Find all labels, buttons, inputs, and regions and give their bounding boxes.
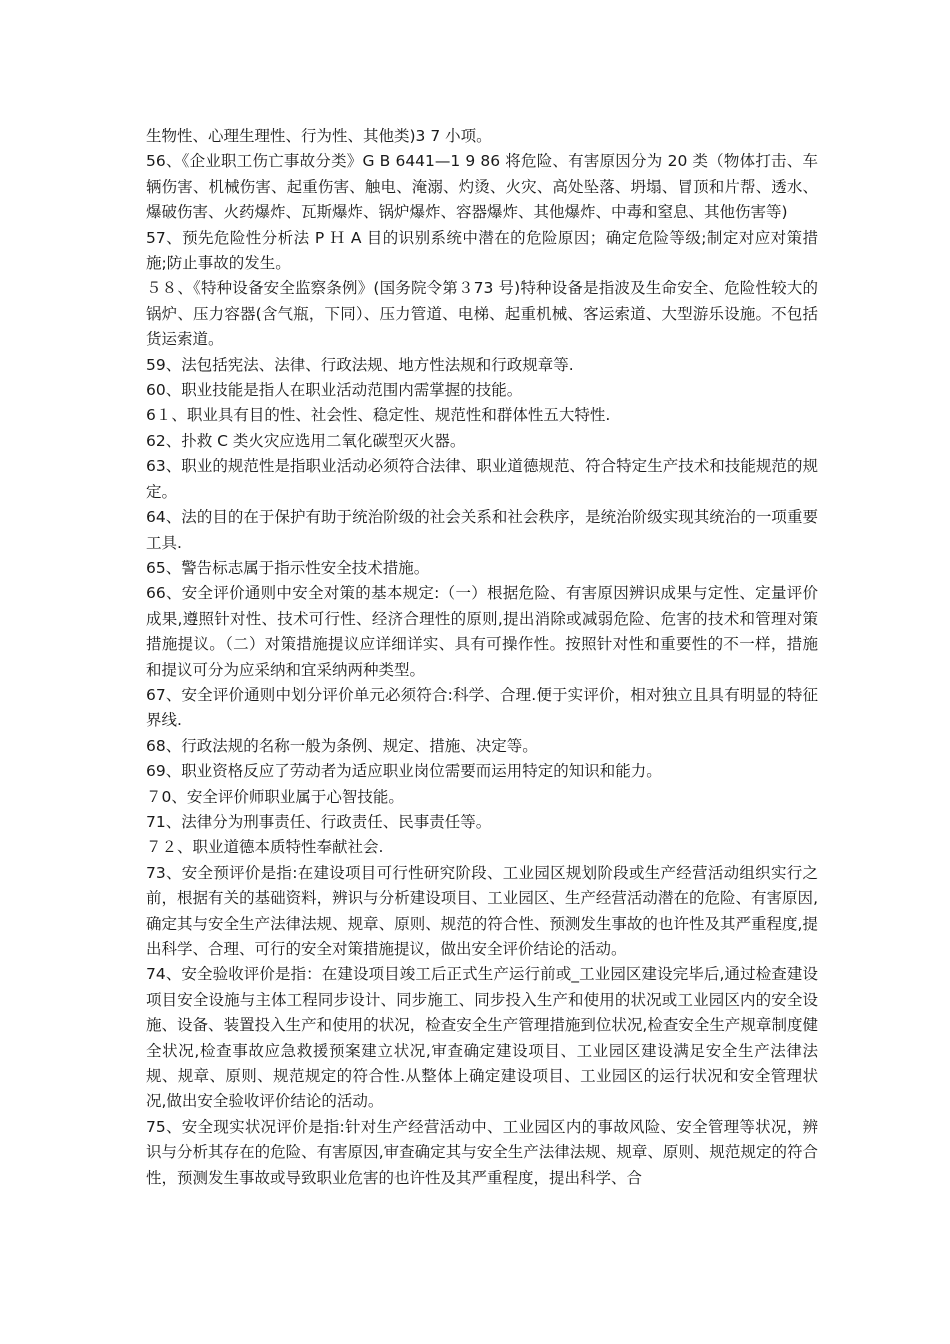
paragraph-62: 62、扑救 C 类火灾应选用二氧化碳型灭火器。 (146, 431, 466, 450)
paragraph-75: 75、安全现实状况评价是指:针对生产经营活动中、工业园区内的事故风险、安全管理等状况，辨识与分析其存在的危险、有害原因,审查确定其与安全生产法律法规、规章、原则、规范规定的符合性，预测发生事故或导致职业危害的也许性及其严重程度，提出科学、合 (146, 1117, 818, 1187)
paragraph-67: 67、安全评价通则中划分评价单元必须符合:科学、合理.便于实评价，相对独立且具有明显的特征界线. (146, 685, 818, 730)
paragraph-continuation: 生物性、心理生理性、行为性、其他类)3 7 小项。 (146, 127, 492, 145)
paragraph-72: ７２、职业道德本质特性奉献社会. (146, 838, 384, 857)
paragraph-64: 64、法的目的在于保护有助于统治阶级的社会关系和社会秩序，是统治阶级实现其统治的一项重要工具. (146, 508, 818, 552)
paragraph-68: 68、行政法规的名称一般为条例、规定、措施、决定等。 (146, 736, 538, 755)
paragraph-70: ７0、安全评价师职业属于心智技能。 (146, 787, 404, 806)
paragraph-66: 66、安全评价通则中安全对策的基本规定:（一）根据危险、有害原因辨识成果与定性、定量评价成果,遵照针对性、技术可行性、经济合理性的原则,提出消除或减弱危险、危害的技术和管理对策措施提议。（二）对策措施提议应详细详实、具有可操作性。按照针对性和重要性的不一样，措施和提议可分为应采纳和宜采纳两种类型。 (146, 584, 818, 679)
paragraph-56: 56、《企业职工伤亡事故分类》G B 6441—1 9 86 将危险、有害原因分为 20 类（物体打击、车辆伤害、机械伤害、起重伤害、触电、淹溺、灼烫、火灾、高处坠落、坍塌、冒顶和片帮、透水、爆破伤害、火药爆炸、瓦斯爆炸、锅炉爆炸、容器爆炸、其他爆炸、中毒和窒息、其他伤害等) (146, 152, 818, 222)
paragraph-69: 69、职业资格反应了劳动者为适应职业岗位需要而运用特定的知识和能力。 (146, 762, 662, 781)
paragraph-71: 71、法律分为刑事责任、行政责任、民事责任等。 (146, 812, 492, 831)
paragraph-57: 57、预先危险性分析法 P Ｈ A 目的识别系统中潜在的危险原因；确定危险等级;制定对应对策措施;防止事故的发生。 (146, 228, 818, 273)
paragraph-58: ５８、《特种设备安全监察条例》(国务院令第３73 号)特种设备是指波及生命安全、危险性较大的锅炉、压力容器(含气瓶，下同）、压力管道、电梯、起重机械、客运索道、大型游乐设施。不包括货运索道。 (146, 279, 818, 349)
paragraph-63: 63、职业的规范性是指职业活动必须符合法律、职业道德规范、符合特定生产技术和技能规范的规定。 (146, 457, 818, 501)
paragraph-65: 65、警告标志属于指示性安全技术措施。 (146, 558, 430, 577)
paragraph-59: 59、法包括宪法、法律、行政法规、地方性法规和行政规章等. (146, 355, 574, 374)
paragraph-60: 60、职业技能是指人在职业活动范围内需掌握的技能。 (146, 381, 523, 400)
paragraph-73: 73、安全预评价是指:在建设项目可行性研究阶段、工业园区规划阶段或生产经营活动组织实行之前，根据有关的基础资料，辨识与分析建设项目、工业园区、生产经营活动潜在的危险、有害原因,确定其与安全生产法律法规、规章、原则、规范的符合性、预测发生事故的也许性及其严重程度,提出科学、合理、可行的安全对策措施提议，做出安全评价结论的活动。 (146, 863, 818, 958)
document-body (146, 124, 818, 1191)
paragraph-74: 74、安全验收评价是指：在建设项目竣工后正式生产运行前或_工业园区建设完毕后,通过检查建设项目安全设施与主体工程同步设计、同步施工、同步投入生产和使用的状况或工业园区内的安全设施、设备、装置投入生产和使用的状况，检查安全生产管理措施到位状况,检查安全生产规章制度健全状况,检查事故应急救援预案建立状况,审查确定建设项目、工业园区建设满足安全生产法律法规、规章、原则、规范规定的符合性.从整体上确定建设项目、工业园区的运行状况和安全管理状况,做出安全验收评价结论的活动。 (146, 965, 818, 1111)
paragraph-61: 6１、职业具有目的性、社会性、稳定性、规范性和群体性五大特性. (146, 406, 611, 425)
